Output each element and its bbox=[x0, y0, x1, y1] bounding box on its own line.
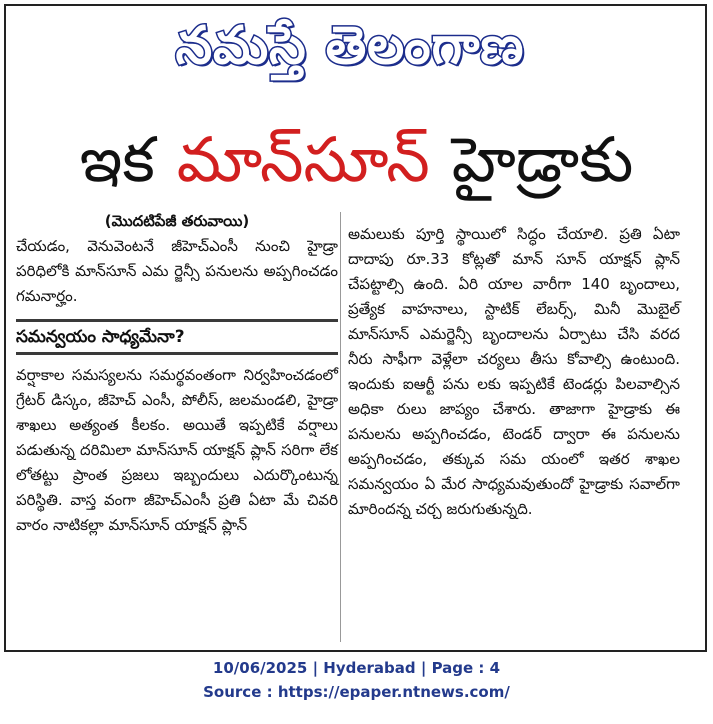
article-column-right bbox=[348, 222, 680, 522]
footer-source-line: Source : https://epaper.ntnews.com/ bbox=[203, 683, 510, 701]
headline-part-3: హైడ్రాకు bbox=[451, 123, 634, 196]
body-paragraph-left bbox=[16, 363, 338, 538]
headline-part-1: ఇక bbox=[79, 123, 155, 196]
column-divider bbox=[340, 212, 341, 642]
intro-text: చేయడం, వెనువెంటనే జీహెచ్‌ఎంసీ నుంచి హైడ్రా పరిధిలోకి మాన్‌సూన్‌ ఎమ ర్జెన్సీ పనులను అప్పగించడం గమనార్హం. bbox=[16, 237, 338, 305]
body-paragraph-right bbox=[348, 222, 680, 522]
body-left-text: వర్షాకాల సమస్యలను సమర్థవంతంగా నిర్వహించడంలో గ్రేటర్‌ డిస్కం, జీహెచ్‌ ఎంసీ, పోలీస్‌, జలమండలి, హైడ్రా శాఖలు అత్యంత కీలకం. అయితే ఇప్పటికే వర్షాలు పడుతున్న దరిమిలా మాన్‌సూన్‌ యాక్షన్‌ ప్లాన్‌ సరిగా లేక లోతట్టు ప్రాంత ప్రజలు ఇబ్బందులు ఎదుర్కొంటున్న పరిస్థితి. వాస్త వంగా జీహెచ్‌ఎంసీ ప్రతి ఏటా మే చివరి వారం నాటికల్లా మాన్‌సూన్‌ యాక్షన్‌ ప్లాన్‌ bbox=[16, 366, 338, 534]
newspaper-masthead bbox=[100, 8, 600, 96]
article-subheading: సమన్వయం సాధ్యమేనా? bbox=[16, 319, 338, 355]
intro-paragraph bbox=[16, 234, 338, 309]
masthead-title: నమస్తే తెలంగాణ bbox=[175, 15, 525, 76]
headline-part-2: మాన్‌సూన్‌ bbox=[176, 123, 430, 196]
continued-note: (మొదటిపేజీ తరువాయి) bbox=[104, 212, 250, 230]
source-footer bbox=[0, 656, 713, 704]
article-headline bbox=[14, 118, 699, 202]
article-column-left bbox=[16, 210, 338, 538]
footer-date-line: 10/06/2025 | Hyderabad | Page : 4 bbox=[212, 659, 501, 677]
body-right-text: అమలుకు పూర్తి స్థాయిలో సిద్ధం చేయాలి. ప్రతి ఏటా దాదాపు రూ.33 కోట్లతో మాన్‌ సూన్‌ యాక్షన్‌ ప్లాన్‌ చేపట్టాల్సి ఉంది. ఏరి యాల వారీగా 140 బృందాలు, ప్రత్యేక వాహనాలు, స్టాటిక్‌ లేబర్స్‌, మినీ మొబైల్‌ మాన్‌సూన్‌ ఎమర్జెన్సీ బృందాలను ఏర్పాటు చేసి వరద నీరు సాఫీగా వెళ్లేలా చర్యలు తీసు కోవాల్సి ఉంటుంది. ఇందుకు ఐఆర్టీ పను లకు ఇప్పటికే టెండర్లు పిలవాల్సిన అధికా రులు జాప్యం చేశారు. తాజాగా హైడ్రాకు ఈ పనులను అప్పగించడం, టెండర్‌ ద్వారా ఈ పనులను అప్పగించడం, తక్కువ సమ యంలో ఇతర శాఖల సమన్వయం ఏ మేర సాధ్యమవుతుందో హైడ్రాకు సవాల్‌గా మారిందన్న చర్చ జరుగుతున్నది. bbox=[348, 225, 680, 518]
